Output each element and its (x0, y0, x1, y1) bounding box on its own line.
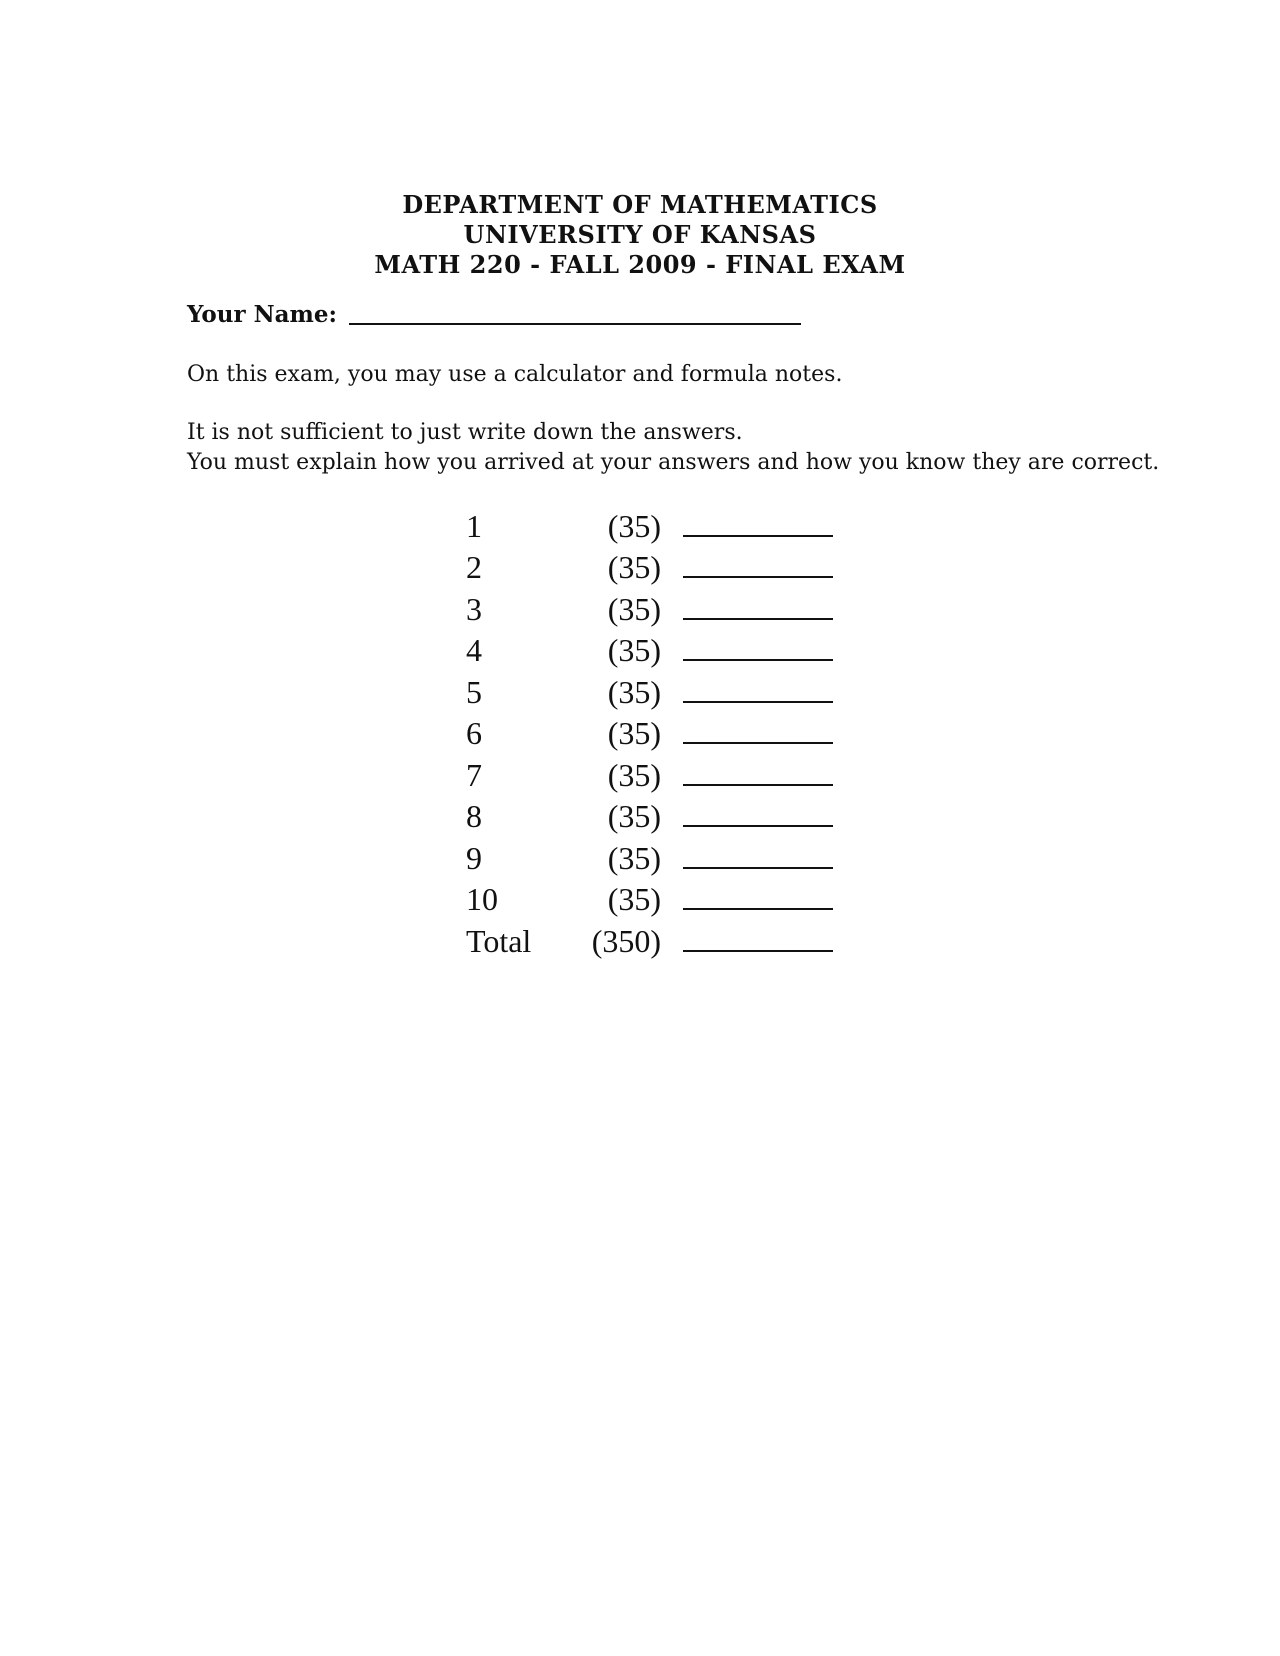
score-blank-line[interactable] (683, 701, 833, 703)
question-points: (35) (607, 590, 661, 627)
score-blank-line[interactable] (683, 535, 833, 537)
score-row (466, 835, 833, 877)
question-points: (35) (607, 507, 661, 544)
score-blank-line[interactable] (683, 825, 833, 827)
score-row (466, 877, 833, 919)
total-blank-line[interactable] (683, 950, 833, 952)
total-label: Total (466, 922, 532, 959)
question-number: 10 (466, 881, 498, 917)
score-blank-line[interactable] (683, 867, 833, 869)
score-blank-line[interactable] (683, 742, 833, 744)
score-row (466, 794, 833, 836)
question-points: (35) (607, 881, 661, 917)
score-blank-line[interactable] (683, 784, 833, 786)
name-field-row (187, 300, 801, 330)
score-row (466, 669, 833, 711)
score-blank-line[interactable] (683, 659, 833, 661)
question-number: 1 (466, 507, 482, 544)
question-number: 9 (466, 839, 482, 876)
department-title: DEPARTMENT OF MATHEMATICS (402, 190, 878, 219)
question-number: 4 (466, 632, 482, 668)
total-row (466, 918, 833, 960)
question-points: (35) (607, 756, 661, 793)
name-blank-line[interactable] (349, 323, 801, 325)
instruction-line: You must explain how you arrived at your answers and how you know they are correct. (187, 450, 1160, 475)
question-points: (35) (607, 715, 661, 751)
score-row (466, 711, 833, 753)
name-label: Your Name: (187, 301, 337, 328)
exam-title: MATH 220 - FALL 2009 - FINAL EXAM (374, 250, 906, 279)
instruction-line: It is not sufficient to just write down the answers. (187, 420, 743, 445)
question-number: 7 (466, 756, 482, 793)
exam-header (0, 190, 1280, 280)
question-points: (35) (607, 798, 661, 834)
question-number: 3 (466, 590, 482, 627)
question-points: (35) (607, 632, 661, 668)
score-row (466, 586, 833, 628)
question-points: (35) (607, 839, 661, 876)
score-row (466, 503, 833, 545)
score-blank-line[interactable] (683, 618, 833, 620)
score-row (466, 752, 833, 794)
question-points: (35) (607, 673, 661, 710)
score-blank-line[interactable] (683, 908, 833, 910)
explanation-instruction (187, 418, 1159, 478)
question-number: 6 (466, 715, 482, 751)
score-row (466, 545, 833, 587)
question-number: 2 (466, 549, 482, 585)
score-blank-line[interactable] (683, 576, 833, 578)
question-number: 5 (466, 673, 482, 710)
university-title: UNIVERSITY OF KANSAS (463, 220, 817, 249)
total-points: (350) (591, 922, 661, 959)
calculator-instruction: On this exam, you may use a calculator and formula notes. (187, 362, 843, 387)
question-points: (35) (607, 549, 661, 585)
score-table (466, 503, 833, 960)
score-row (466, 628, 833, 670)
question-number: 8 (466, 798, 482, 834)
